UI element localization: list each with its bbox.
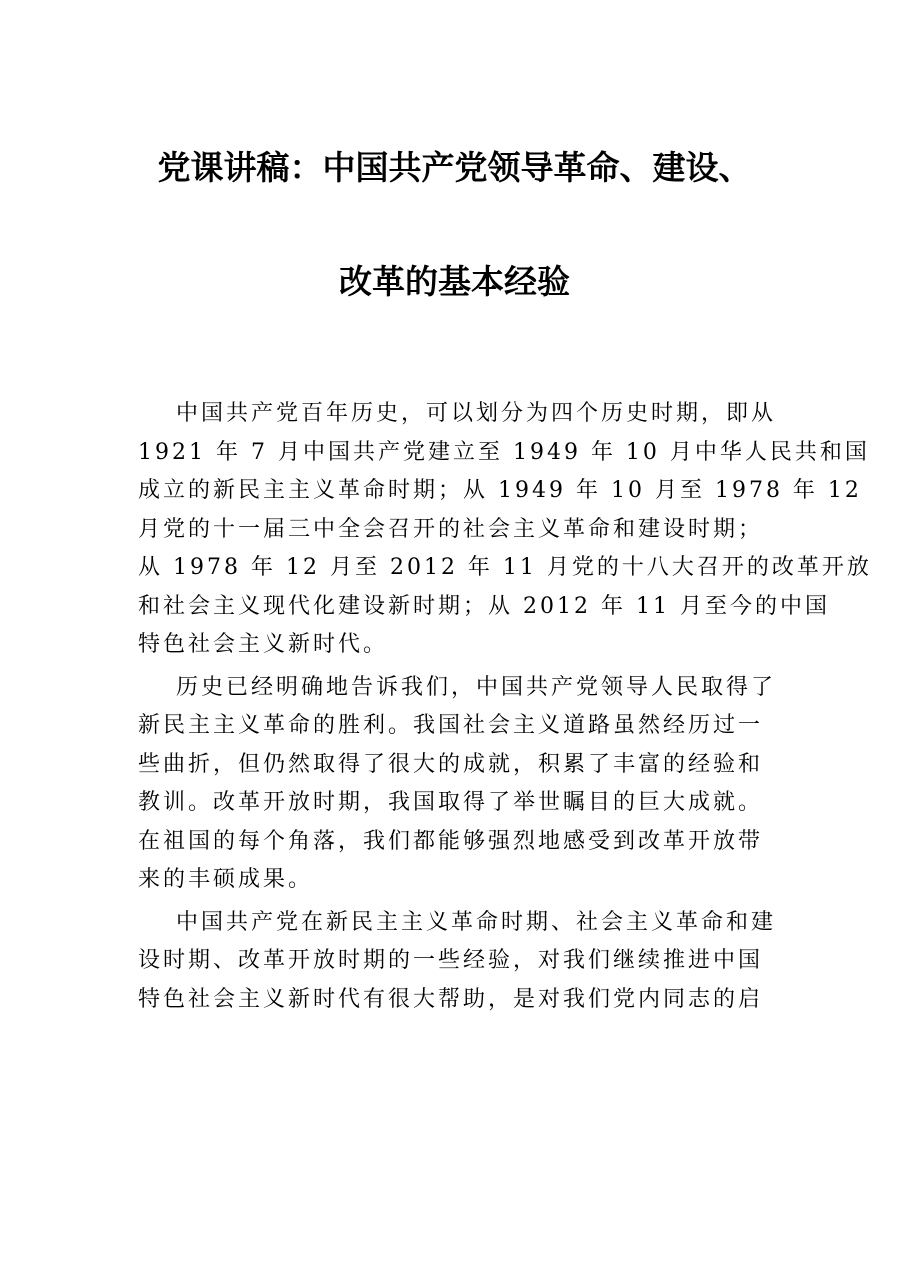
- paragraph-line: 从 1978 年 12 月至 2012 年 11 月党的十八大召开的改革开放: [138, 555, 872, 580]
- paragraph-line: 设时期、改革开放时期的一些经验，对我们继续推进中国: [138, 948, 764, 973]
- document-title-line-1: 党课讲稿：中国共产党领导革命、建设、: [157, 148, 752, 187]
- paragraph-line: 成立的新民主主义革命时期；从 1949 年 10 月至 1978 年 12: [138, 478, 862, 503]
- paragraph-line: 中国共产党在新民主主义革命时期、社会主义革命和建: [176, 909, 777, 935]
- paragraph-line: 中国共产党百年历史，可以划分为四个历史时期，即从: [176, 401, 777, 426]
- paragraph-line: 和社会主义现代化建设新时期；从 2012 年 11 月至今的中国: [138, 593, 830, 619]
- document-title-line-2: 改革的基本经验: [339, 262, 570, 301]
- paragraph-line: 特色社会主义新时代有很大帮助，是对我们党内同志的启: [138, 986, 764, 1012]
- paragraph-line: 来的丰硕成果。: [138, 867, 314, 892]
- paragraph-line: 些曲折，但仍然取得了很大的成就，积累了丰富的经验和: [138, 751, 764, 777]
- paragraph-line: 在祖国的每个角落，我们都能够强烈地感受到改革开放带: [138, 828, 764, 854]
- paragraph-line: 新民主主义革命的胜利。我国社会主义道路虽然经历过一: [138, 713, 764, 738]
- paragraph-2: [138, 669, 778, 900]
- paragraph-line: 历史已经明确地告诉我们，中国共产党领导人民取得了: [176, 674, 777, 700]
- document-body: [138, 395, 872, 1023]
- paragraph-3: [138, 904, 778, 1020]
- paragraph-line: 1921 年 7 月中国共产党建立至 1949 年 10 月中华人民共和国: [138, 439, 870, 465]
- paragraph-1: [138, 395, 872, 665]
- paragraph-line: 特色社会主义新时代。: [138, 632, 389, 657]
- paragraph-line: 月党的十一届三中全会召开的社会主义革命和建设时期；: [138, 516, 764, 542]
- paragraph-line: 教训。改革开放时期，我国取得了举世瞩目的巨大成就。: [138, 790, 764, 815]
